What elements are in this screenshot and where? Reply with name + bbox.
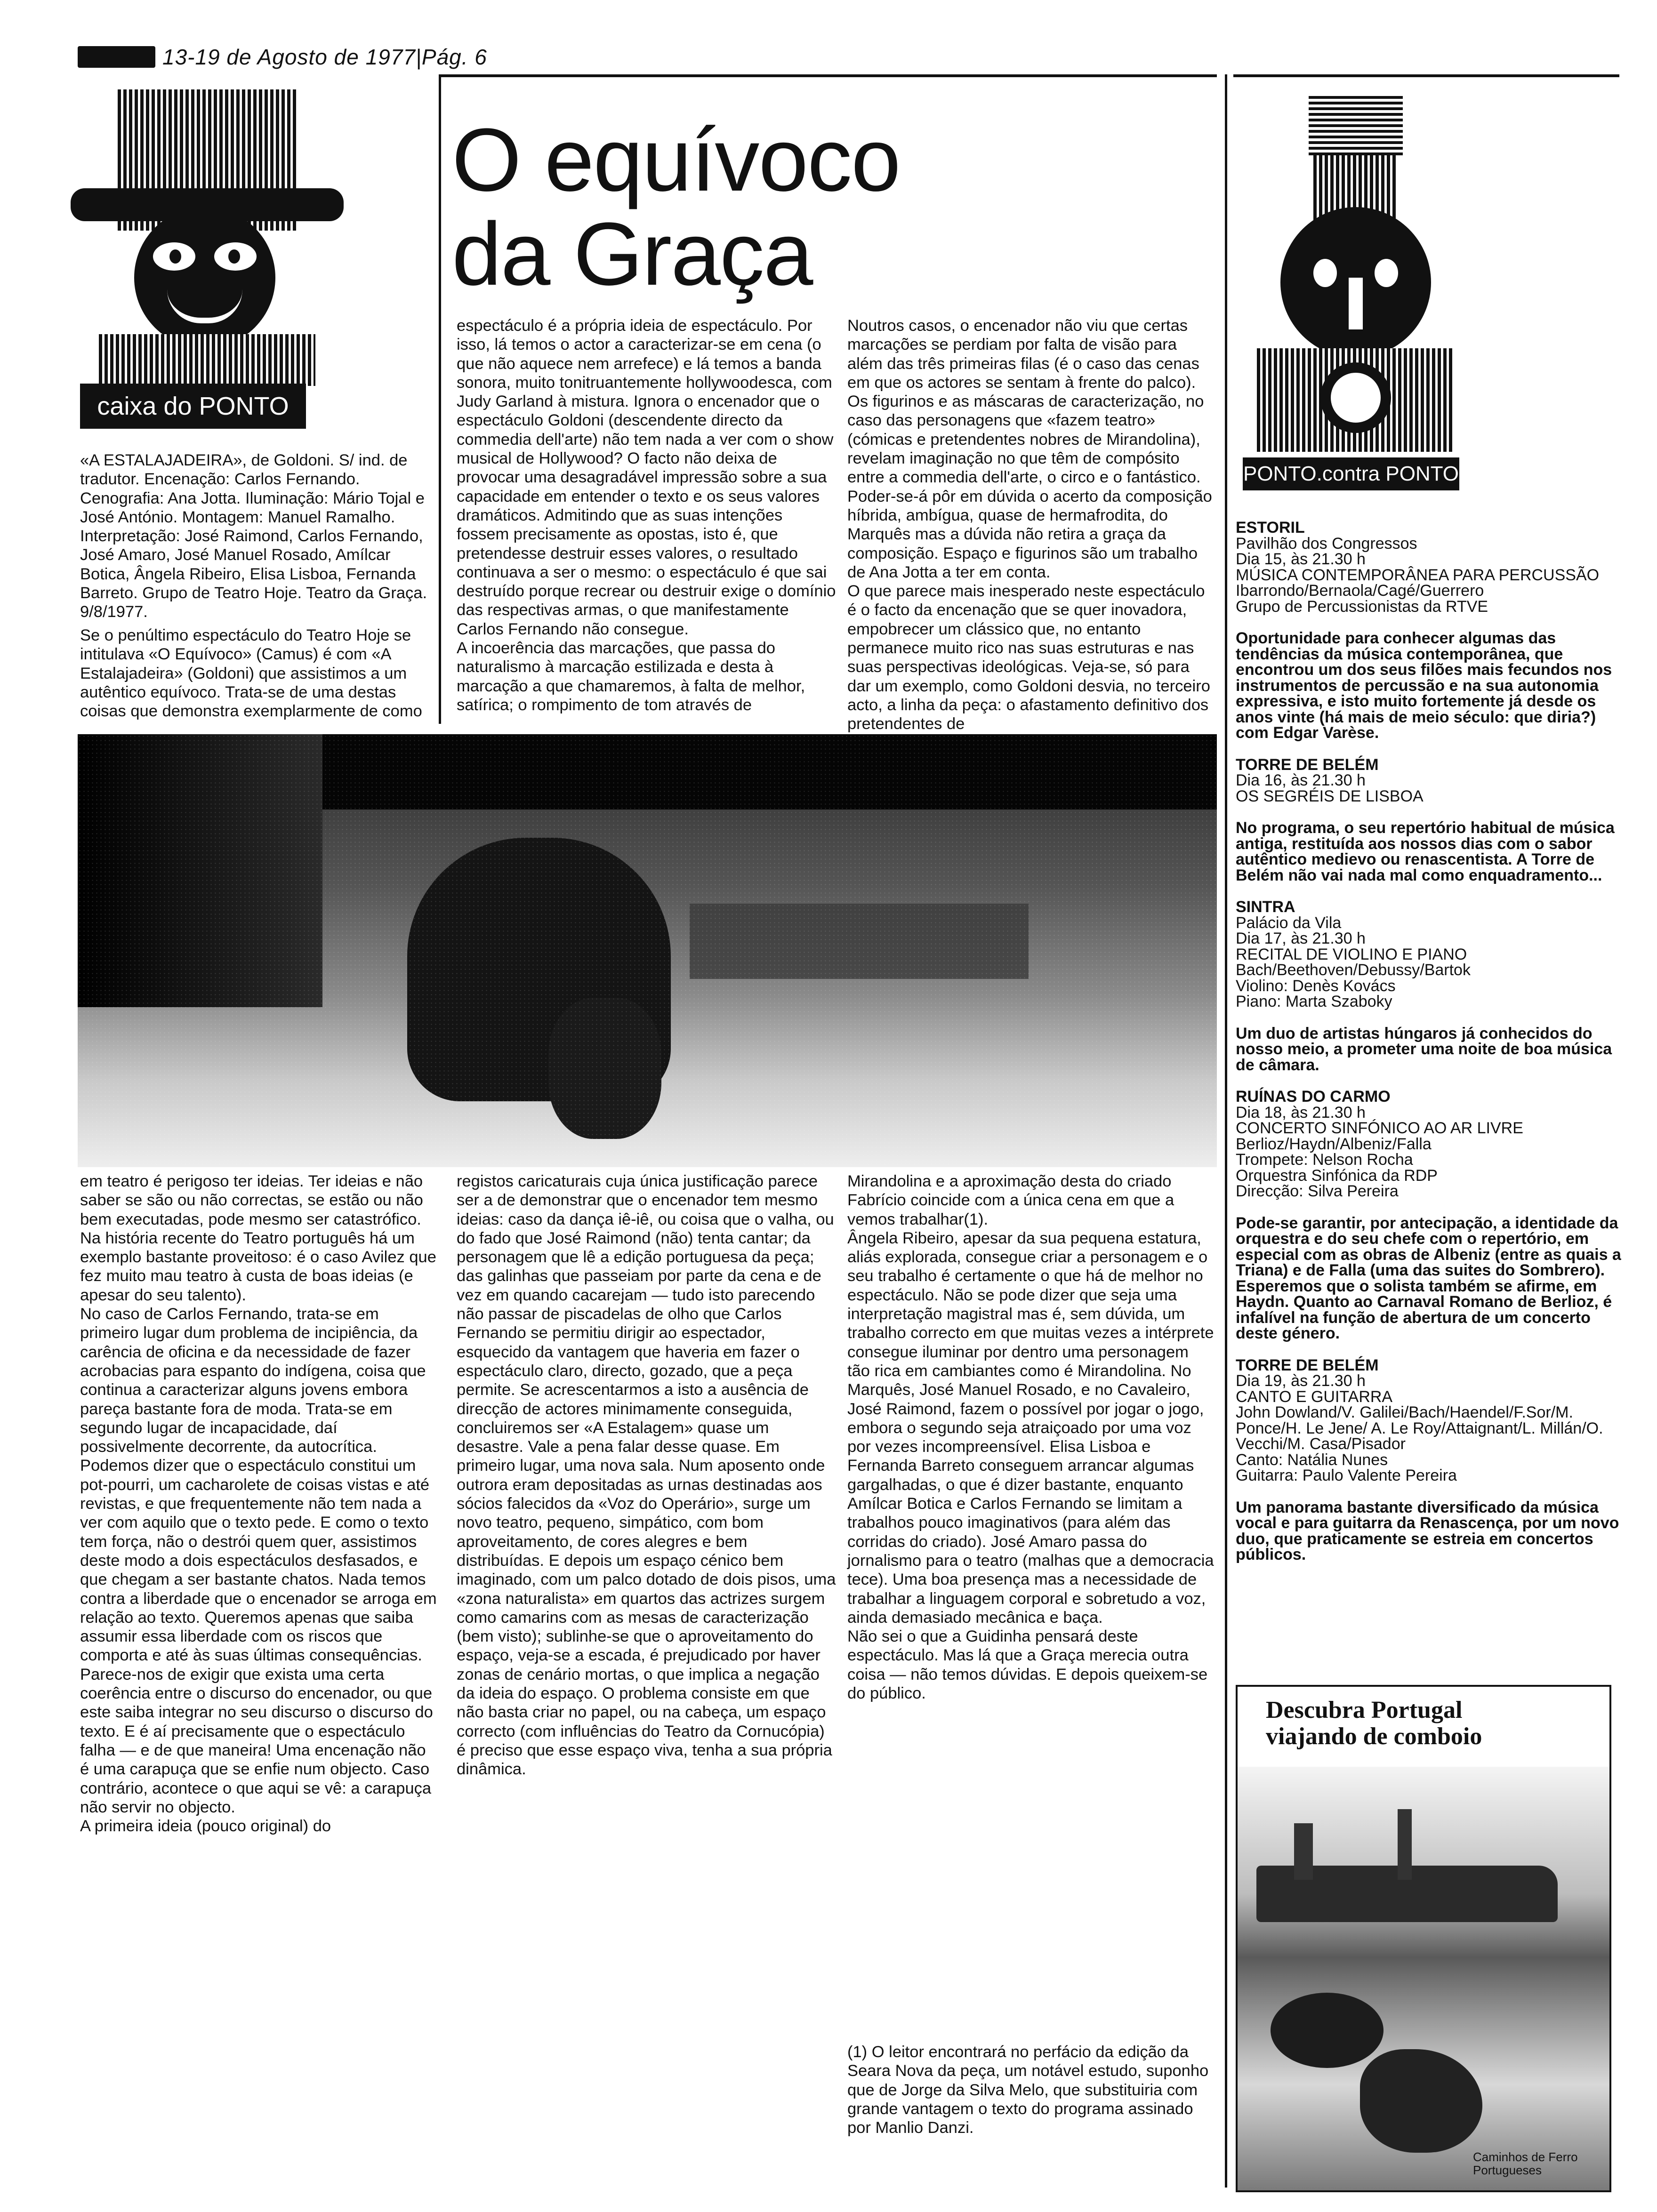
date-page-line: 13-19 de Agosto de 1977|Pág. 6 (162, 45, 487, 69)
harbour-photo (1238, 1767, 1609, 2190)
listing-torre-belem-19 (1236, 1358, 1622, 1563)
listing-details: Dia 18, às 21.30 h CONCERTO SINFÓNICO AO AR LIVRE Berlioz/Haydn/Albeniz/Falla Trompete: Nelson Rocha Orquestra Sinfónica da RDP Direcção: Silva Pereira (1236, 1103, 1523, 1200)
ponto-contra-ponto-illustration (1243, 85, 1469, 452)
article-footnote: (1) O leitor encontrará no perfácio da edição da Seara Nova da peça, um notável estudo, suponho que de Jorge da Silva Melo, que substituiria com grande vantagem o texto do programa assinado por Manlio Danzi. (847, 2043, 1209, 2137)
numeral-stripes (1309, 94, 1403, 155)
ponto-contra-ponto-label: PONTO.contra PONTO (1243, 457, 1459, 490)
listing-details: Pavilhão dos Congressos Dia 15, às 21.30 h MÚSICA CONTEMPORÂNEA PARA PERCUSSÃO Ibarrondo/Bernaola/Cagé/Guerrero Grupo de Percussionistas da RTVE (1236, 534, 1600, 616)
listing-estoril (1236, 520, 1622, 741)
article-col3-top: Noutros casos, o encenador não viu que certas marcações se perdiam por falta de visão para além das três primeiras filas (é o caso das cenas em que os actores se sentam à frente do palco). Os figurinos e as máscaras de caracterização, no caso das personagens que «fazem teatro» (cómicas e pretendentes nobres de Mirandolina), revelam imaginação no que têm de compósito entre a commedia dell'arte, o circo e o fantástico. Poder-se-á pôr em dúvida o acerto da composição híbrida, ambígua, quase de hermafrodita, do Marquês mas a dúvida não retira a graça da composição. Espaço e figurinos são um trabalho de Ana Jotta a ter em conta. O que parece mais inesperado neste espectáculo é o facto da encenação que se quer inovadora, empobrecer um clássico que, no entanto permanece muito rico nas suas estruturas e nas suas perspectivas ideológicas. Veja-se, só para dar um exemplo, como Goldoni desvia, no terceiro acto, a linha da peça: o afastamento definitivo dos pretendentes de (847, 317, 1212, 733)
train-travel-ad (1236, 1685, 1611, 2192)
title-line-1: O equívoco (452, 110, 900, 210)
caixa-do-ponto-illustration (66, 80, 358, 386)
article-col1-top: Se o penúltimo espectáculo do Teatro Hoje se intitulava «O Equívoco» (Camus) é com «A Estalajadeira» (Goldoni) que assistimos a um autêntico equívoco. Trata-se de uma destas coisas que demonstra exemplarmente de como (80, 626, 422, 721)
listing-ruinas-carmo (1236, 1089, 1622, 1342)
divider-left (439, 74, 441, 724)
article-col2-top: espectáculo é a própria ideia de espectáculo. Por isso, lá temos o actor a caracterizar-se em cena (o que não aquece nem arrefece) e lá temos a banda sonora, muito tonitruantemente hollywoodesca, com Judy Garland à mistura. Ignora o encenador que o espectáculo Goldoni (descendente directo da commedia dell'arte) não tem nada a ver com o show musical de Hollywood? O facto não deixa de provocar uma desagradável impressão sobre a sua capacidade em entender o texto e os seus valores dramáticos. Admitindo que as suas intenções fossem precisamente as opostas, isto é, que pretendesse destruir esses valores, o resultado continuava a ser o mesmo: o espectáculo é que sai destruído porque recrear ou destruir exige o domínio das respectivas armas, o que manifestamente Carlos Fernando não consegue. A incoerência das marcações, que passa do naturalismo à marcação estilizada e desta à marcação a que chamaremos, à falta de melhor, satírica; o rompimento de tom através de (457, 317, 836, 714)
listing-note: No programa, o seu repertório habitual de música antiga, restituída aos nossos dias com o sabor autêntico medievo ou renascentista. A Torre de Belém não vai nada mal como enquadramento... (1236, 819, 1615, 884)
caixa-do-ponto-label: caixa do PONTO (80, 384, 306, 429)
body-stripes (99, 334, 315, 386)
title-line-2: da Graça (452, 204, 812, 304)
listing-note: Pode-se garantir, por antecipação, a identidade da orquestra e do seu chefe com o repertório, em especial com as obras de Albeniz (entre as quais a Triana) e de Falla (uma das suites do Sombrero). Esperemos que o solista também se afirme, em Haydn. Quanto ao Carnaval Romano de Berlioz, é infalível na função de abertura de um concerto deste género. (1236, 1214, 1621, 1342)
listing-torre-belem-16 (1236, 757, 1622, 884)
listing-note: Um panorama bastante diversificado da música vocal e para guitarra da Renascença, por um novo duo, que praticamente se estreia em concertos públicos. (1236, 1498, 1619, 1563)
ad-title (1266, 1697, 1595, 1750)
listing-note: Um duo de artistas húngaros já conhecidos do nosso meio, a prometer uma noite de boa música de câmara. (1236, 1024, 1612, 1074)
ad-title-line-1: Descubra Portugal (1266, 1697, 1463, 1723)
listing-note: Oportunidade para conhecer algumas das tendências da música contemporânea, que encontrou um dos seus filões mais fecundos nos instrumentos de percussão e na sua autonomia expressiva, e isto muito fortemente já desde os anos vinte (há mais de meio século: que diria?) com Edgar Varèse. (1236, 629, 1612, 742)
newspaper-logo (78, 46, 155, 68)
listing-place: TORRE DE BELÉM (1236, 1356, 1379, 1374)
listing-place: TORRE DE BELÉM (1236, 755, 1379, 774)
ad-credit-line-2: Portugueses (1473, 2163, 1542, 2177)
concert-listings (1236, 520, 1622, 1579)
article-col1-bottom: em teatro é perigoso ter ideias. Ter ideias e não saber se são ou não correctas, se estão ou não bem executadas, pode mesmo ser catastrófico. Na história recente do Teatro português há um exemplo bastante proveitoso: é o caso Avilez que fez muito mau teatro à custa de boas ideias (e apesar do seu talento). No caso de Carlos Fernando, trata-se em primeiro lugar dum problema de incipiência, da carência de oficina e da necessidade de fazer acrobacias para espanto do indígena, coisa que continua a caracterizar alguns jovens embora pareça bastante fora de moda. Trata-se em segundo lugar de incapacidade, daí possivelmente decorrente, da autocrítica. Podemos dizer que o espectáculo constitui um pot-pourri, um cacharolete de coisas vistas e até revistas, e que frequentemente não tem nada a ver com aquilo que o texto pede. E como o texto tem força, não o destrói quem quer, assistimos deste modo a dois espectáculos desfasados, e que chegam a ser bastante chatos. Nada temos contra a liberdade que o encenador se arroga em relação ao texto. Queremos apenas que saiba assumir essa liberdade com os riscos que comporta e até às suas últimas consequências. Parece-nos de exigir que exista uma certa coerência entre o discurso do encenador, ou que este saiba integrar no seu discurso o discurso do texto. E é aí precisamente que o espectáculo falha — e de que maneira! Uma encenação não é uma carapuça que se enfie num objecto. Caso contrário, acontece o que aqui se vê: a carapuça não servir no objecto. A primeira ideia (pouco original) do (80, 1172, 437, 1835)
listing-details: Palácio da Vila Dia 17, às 21.30 h RECITAL DE VIOLINO E PIANO Bach/Beethoven/Debussy/Bartok Violino: Denès Kovács Piano: Marta Szaboky (1236, 914, 1471, 1010)
ad-credit-line-1: Caminhos de Ferro (1473, 2150, 1578, 2164)
divider-right (1225, 74, 1227, 2188)
abstract-face-icon (1280, 207, 1431, 358)
masked-face-icon (134, 207, 275, 348)
ad-title-line-2: viajando de comboio (1266, 1723, 1482, 1750)
ring-shape (1320, 362, 1391, 433)
listing-place: SINTRA (1236, 898, 1295, 916)
article-col3-bottom: Mirandolina e a aproximação desta do criado Fabrício coincide com a única cena em que a vemos trabalhar(1). Ângela Ribeiro, apesar da sua pequena estatura, aliás explorada, consegue criar a personagem e o seu trabalho é certamente o que há de melhor no espectáculo. Não se pode dizer que seja uma interpretação magistral mas é, sem dúvida, um trabalho correcto em que muitas vezes a intérprete consegue iluminar por dentro uma personagem tão rica em cambiantes como é Mirandolina. No Marquês, José Manuel Rosado, e no Cavaleiro, José Raimond, fazem o possível por jogar o jogo, embora o segundo seja atraiçoado por uma voz por vezes incompreensível. Elisa Lisboa e Fernanda Barreto conseguem arrancar algumas gargalhadas, o que é dizer bastante, enquanto Amílcar Botica e Carlos Fernando se limitam a trabalhos pouco imaginativos (para além das corridas do criado). José Amaro passa do jornalismo para o teatro (malhas que a democracia tece). Uma boa presença mas a necessidade de trabalhar a linguagem corporal e sobretudo a voz, ainda demasiado mecânica e baça. Não sei o que a Guidinha pensará deste espectáculo. Mas lá que a Graça merecia outra coisa — não temos dúvidas. E depois queixem-se do público. (847, 1172, 1214, 1703)
stage-photo (78, 734, 1217, 1167)
ad-credit (1473, 2150, 1595, 2177)
top-rule-sidebar (1233, 74, 1619, 77)
listing-details: Dia 19, às 21.30 h CANTO E GUITARRA John Dowland/V. Galilei/Bach/Haendel/F.Sor/M. Ponce/H. Le Jene/ A. Le Roy/Attaignant/L. Millán/O. Vecchi/M. Casa/Pisador Canto: Natália Nunes Guitarra: Paulo Valente Pereira (1236, 1372, 1603, 1484)
article-credits: «A ESTALAJADEIRA», de Goldoni. S/ ind. de tradutor. Encenação: Carlos Fernando. Cenografia: Ana Jotta. Iluminação: Mário Tojal e José António. Montagem: Manuel Ramalho. Interpretação: José Raimond, Carlos Fernando, José Amaro, José Manuel Rosado, Amílcar Botica, Ângela Ribeiro, Elisa Lisboa, Fernanda Barreto. Grupo de Teatro Hoje. Teatro da Graça. 9/8/1977. (80, 451, 427, 621)
top-rule-article (440, 74, 1217, 77)
listing-details: Dia 16, às 21.30 h OS SEGRÉIS DE LISBOA (1236, 771, 1424, 805)
listing-place: RUÍNAS DO CARMO (1236, 1088, 1391, 1106)
listing-sintra (1236, 899, 1622, 1073)
article-title (452, 110, 923, 304)
article-col2-bottom: registos caricaturais cuja única justificação parece ser a de demonstrar que o encenador tem mesmo ideias: caso da dança iê-iê, ou coisa que o valha, ou do fado que José Raimond (não) tenta cantar; da personagem que lê a edição portuguesa da peça; das galinhas que passeiam por parte da cena e de vez em quando cacarejam — tudo isto parecendo não passar de piscadelas de olho que Carlos Fernando se permitiu dirigir ao espectador, esquecido da vantagem que haveria em fazer o espectáculo claro, directo, gozado, que a peça permite. Se acrescentarmos a isto a ausência de direcção de actores minimamente conseguida, concluiremos ser «A Estalagem» quase um desastre. Vale a pena falar desse quase. Em primeiro lugar, uma nova sala. Num aposento onde outrora eram depositadas as urnas destinadas aos sócios falecidos da «Voz do Operário», surge um novo teatro, pequeno, simpático, com bom aproveitamento, de cores alegres e bem distribuídas. E depois um espaço cénico bem imaginado, com um palco dotado de dois pisos, uma «zona naturalista» em quartos das actrizes surgem como camarins com as mesas de caracterização (bem visto); sublinhe-se que o aproveitamento do espaço, veja-se a escada, é prejudicado por haver zonas de cenário mortas, o que implica a negação da ideia do espaço. O problema consiste em que não basta criar no papel, ou na cabeça, um espaço correcto (com influências do Teatro da Cornucópia) é preciso que esse espaço viva, tenha a sua própria dinâmica. (457, 1172, 836, 1779)
listing-place: ESTORIL (1236, 519, 1305, 537)
